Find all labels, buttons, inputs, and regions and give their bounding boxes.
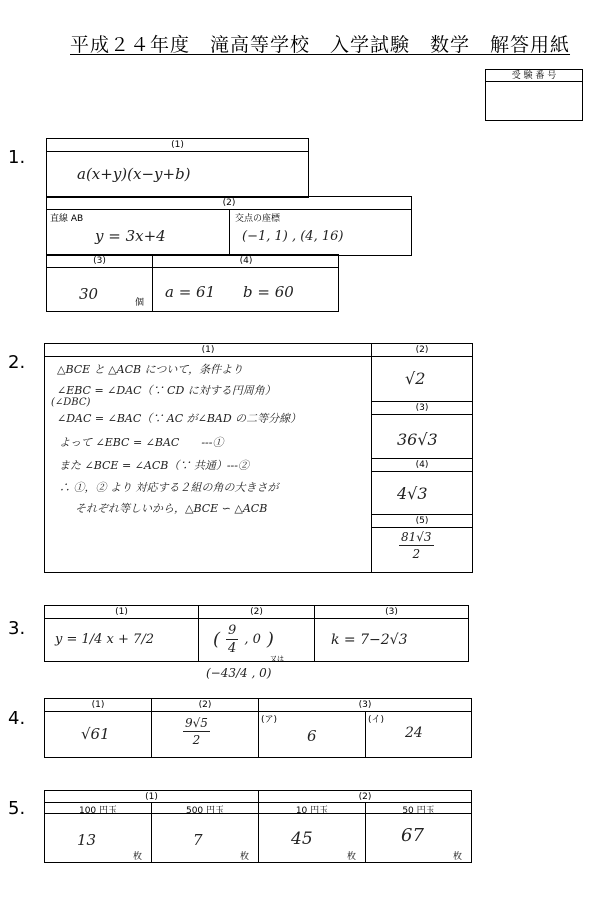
q4-part2-denominator: 2 [192, 733, 201, 747]
line-ab-answer: y = 3x+4 [95, 227, 166, 245]
q1-part1-box [46, 138, 309, 198]
q2-proof-line-2: ∠EBC = ∠DAC（∵ CD に対する円周角） [57, 384, 276, 397]
coin10-unit: 枚 [347, 852, 357, 862]
q1-part4-a: a = 61 [165, 283, 216, 301]
q1-part2-label: (2) [222, 198, 236, 208]
q5-part1-label: (1) [145, 792, 158, 802]
q2-part3-label: (3) [415, 403, 429, 413]
exam-number-box [485, 69, 583, 121]
coin100-label: 100 円玉 [78, 806, 118, 816]
q3-part1-answer: y = 1/4 x + 7/2 [55, 632, 154, 647]
q5-box [44, 790, 472, 863]
q1-part3-unit: 個 [135, 298, 145, 308]
coin100-answer: 13 [77, 831, 97, 849]
q3-part2-denominator: 4 [228, 641, 237, 656]
coin500-label: 500 円玉 [185, 806, 225, 816]
coin50-answer: 67 [401, 825, 424, 846]
q1-part34-box [46, 254, 339, 312]
q3-number: 3. [8, 618, 26, 639]
q1-number: 1. [8, 147, 26, 168]
q4-part3-label: (3) [358, 700, 372, 710]
q3-part2-numerator: 9 [228, 623, 237, 638]
q2-part4-label: (4) [415, 460, 429, 470]
q2-part5-answer [399, 531, 434, 560]
q2-part4-answer: 4√3 [397, 484, 428, 503]
q2-proof-line-1: △BCE と △ACB について，条件より [57, 363, 244, 376]
q1-part1-answer: a(x+y)(x−y+b) [77, 165, 191, 183]
q2-part5-label: (5) [415, 516, 429, 526]
q3-part2-rest: , 0 [244, 632, 261, 647]
q3-part2-alt-note: 又は [270, 655, 284, 663]
q4-part1-answer: √61 [81, 725, 110, 743]
q3-part2-alt-answer: (−43/4 , 0) [206, 666, 272, 680]
coin100-unit: 枚 [133, 852, 143, 862]
line-ab-label: 直線 AB [50, 214, 84, 224]
q3-box [44, 605, 469, 662]
q1-part4-b: b = 60 [243, 283, 294, 301]
q1-part2-box [46, 196, 412, 256]
q2-proof-line-6: また ∠BCE = ∠ACB（∵ 共通）---② [59, 459, 249, 472]
q3-part2-answer: ( $\frac{9}{4}$ , 0 ) [213, 623, 274, 656]
q2-part5-denominator: 2 [412, 547, 421, 561]
q2-part2-label: (2) [415, 345, 429, 355]
q2-part2-answer: √2 [405, 369, 426, 388]
q1-part3-label: (3) [93, 256, 106, 266]
q4-part2-label: (2) [198, 700, 212, 710]
q2-number: 2. [8, 352, 26, 373]
q4-part2-numerator: 9√5 [185, 716, 208, 730]
q4-number: 4. [8, 708, 26, 729]
q5-number: 5. [8, 798, 26, 819]
q1-part1-label: (1) [171, 140, 184, 150]
coin10-answer: 45 [291, 829, 313, 849]
q2-part3-answer: 36√3 [397, 430, 438, 449]
q2-proof-line-3: (∠DBC) [51, 397, 91, 408]
coin500-unit: 枚 [240, 852, 250, 862]
q3-part2-label: (2) [250, 607, 263, 617]
coin50-unit: 枚 [453, 852, 463, 862]
intersection-answer: (−1, 1) , (4, 16) [242, 229, 344, 244]
q4-part3b-answer: 24 [405, 725, 423, 741]
page-title: 平成２４年度 滝高等学校 入学試験 数学 解答用紙 [70, 34, 571, 56]
q5-part2-label: (2) [358, 792, 372, 802]
exam-number-label: 受 験 番 号 [486, 70, 582, 82]
q2-proof-line-5: よって ∠EBC = ∠BAC ---① [59, 436, 224, 449]
q2-proof-line-8: それぞれ等しいから，△BCE ∽ △ACB [75, 502, 268, 515]
q4-part2-answer [183, 717, 210, 746]
q4-part3a-answer: 6 [307, 727, 317, 745]
q4-box [44, 698, 472, 758]
coin50-label: 50 円玉 [402, 806, 435, 816]
q2-part5-numerator: 81√3 [401, 530, 432, 544]
q2-proof-line-7: ∴ ①，② より 対応する２組の角の大きさが [59, 481, 279, 494]
q3-part1-label: (1) [115, 607, 128, 617]
q2-box [44, 343, 473, 573]
q2-proof-line-4: ∠DAC = ∠BAC（∵ AC が∠BAD の二等分線） [57, 412, 302, 425]
q4-part3b-label: (イ) [368, 715, 385, 725]
q2-part1-label: (1) [201, 345, 215, 355]
exam-number-field[interactable] [486, 83, 582, 120]
coin500-answer: 7 [193, 831, 203, 849]
q3-part3-answer: k = 7−2√3 [331, 632, 408, 648]
q1-part4-label: (4) [239, 256, 253, 266]
q1-part3-answer: 30 [79, 285, 99, 303]
q4-part1-label: (1) [91, 700, 105, 710]
coin10-label: 10 円玉 [295, 806, 329, 816]
intersection-label: 交点の座標 [235, 214, 281, 224]
q3-part3-label: (3) [385, 607, 398, 617]
q4-part3a-label: (ア) [261, 715, 278, 725]
